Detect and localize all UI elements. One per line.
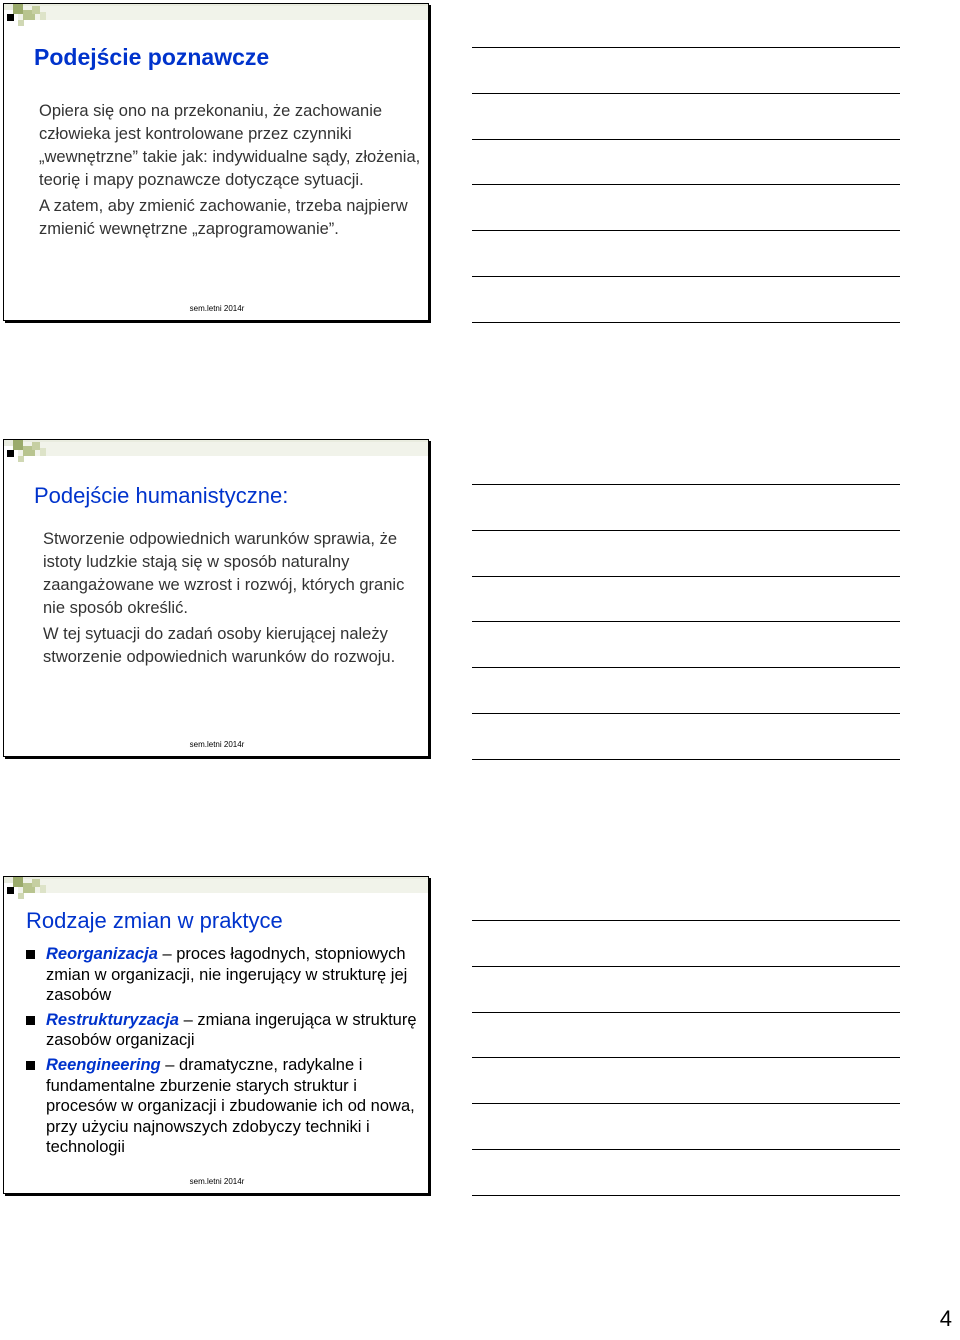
note-line [472,1195,900,1196]
square-bullet-icon [26,1016,35,1025]
note-line [472,322,900,323]
note-line [472,1149,900,1150]
slide-footer: sem.letni 2014r [189,304,245,313]
definition: – dramatyczne, radykalne i fundamentalne zburzenie starych struktur i procesów w organizacji i zbudowanie ich od nowa, przy użyciu najnowszych zdobyczy techniki i technologii [46,1055,415,1157]
bullet-list [24,944,419,1162]
slide-title: Podejście humanistyczne: [34,483,289,508]
page-number: 4 [939,1306,952,1331]
paragraph: W tej sytuacji do zadań osoby kierującej należy stworzenie odpowiednich warunków do rozwoju. [43,625,396,666]
note-line [472,184,900,185]
definition: – proces łagodnych, stopniowych zmian w organizacji, nie ingerujący w strukturę jej zasobów [46,945,408,1005]
list-item [24,1010,419,1051]
note-line [472,530,900,531]
paragraph: A zatem, aby zmienić zachowanie, trzeba najpierw zmienić wewnętrzne „zaprogramowanie”. [39,197,408,238]
list-item [24,944,419,1006]
note-line [472,1012,900,1013]
definition: – zmiana ingerująca w strukturę zasobów organizacji [46,1010,417,1050]
slide-corner-decoration [4,877,429,903]
note-line [472,93,900,94]
slide-footer: sem.letni 2014r [189,1177,245,1186]
note-line [472,276,900,277]
slide-footer: sem.letni 2014r [189,740,245,749]
slide-title: Podejście poznawcze [34,44,270,70]
term: Restrukturyzacja [46,1010,179,1029]
note-line [472,47,900,48]
slide-2 [3,439,429,757]
slide-corner-decoration [4,440,429,466]
note-line [472,484,900,485]
note-line [472,966,900,967]
list-item [24,1055,419,1158]
square-bullet-icon [26,950,35,959]
slide-body [39,100,424,244]
note-line [472,139,900,140]
slide-title: Rodzaje zmian w praktyce [26,908,283,933]
note-line [472,1057,900,1058]
note-line [472,713,900,714]
term: Reorganizacja [46,945,158,963]
note-line [472,621,900,622]
term: Reengineering [46,1055,161,1074]
note-line [472,576,900,577]
slide-body [43,528,428,672]
slide-corner-decoration [4,4,429,30]
paragraph: Opiera się ono na przekonaniu, że zachowanie człowieka jest kontrolowane przez czynniki „wewnętrzne” takie jak: indywidualne sądy, złożenia, teorię i mapy poznawcze dotyczące sytuacji. [39,102,421,189]
note-line [472,667,900,668]
square-bullet-icon [26,1061,35,1070]
note-line [472,759,900,760]
slide-1 [3,3,429,321]
note-line [472,1103,900,1104]
slide-3 [3,876,429,1194]
paragraph: Stworzenie odpowiednich warunków sprawia, że istoty ludzkie stają się w sposób naturalny zaangażowane we wzrost i rozwój, których granic nie sposób określić. [43,530,405,617]
note-line [472,920,900,921]
note-line [472,230,900,231]
